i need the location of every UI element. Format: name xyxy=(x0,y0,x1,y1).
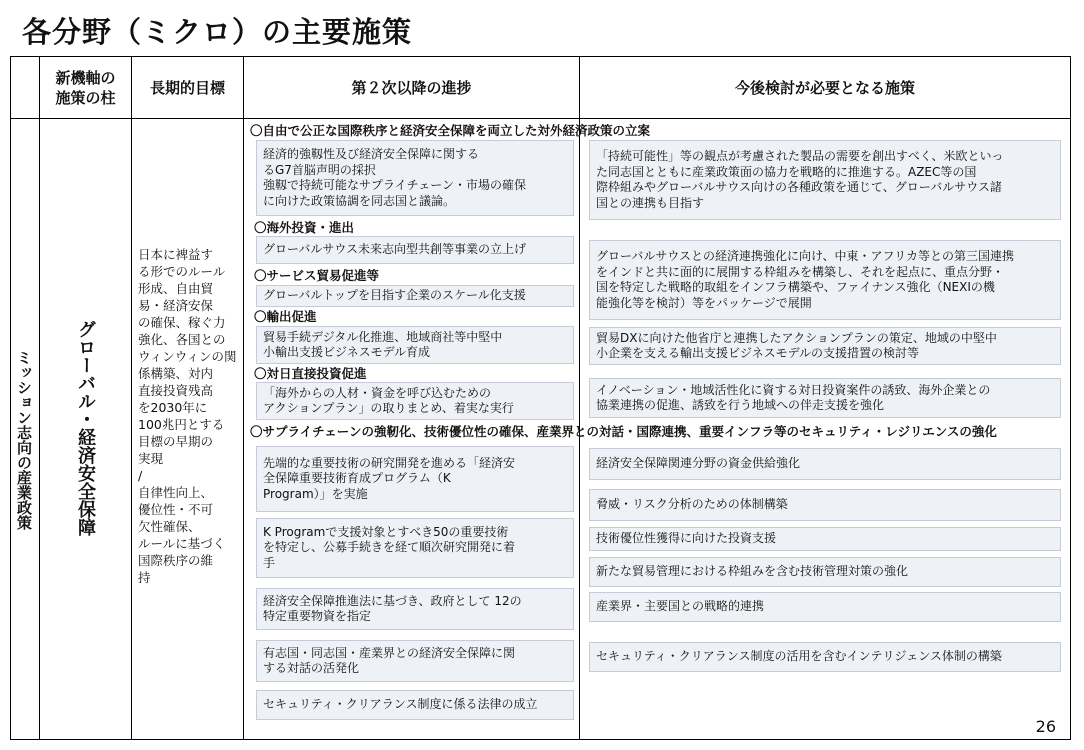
header-pillar: 新機軸の 施策の柱 xyxy=(55,68,116,107)
progress-box: 「海外からの人材・資金を呼び込むための アクションプラン」の取りまとめ、着実な実行 xyxy=(256,382,574,420)
sub-heading-inward-investment: 〇対日直接投資促進 xyxy=(254,366,367,381)
future-measure-box: 脅威・リスク分析のための体制構築 xyxy=(589,489,1061,521)
policy-category-label: ミッション志向の産業政策 xyxy=(15,350,33,530)
progress-box: グローバルサウス未来志向型共創等事業の立上げ xyxy=(256,236,574,264)
long-term-goal-text: 日本に裨益す る形でのルール 形成、自由貿 易・経済安保 の確保、稼ぐ力 強化、各国との ウィンウィンの関 係構築、対内 直接投資残高 を2030年に 100兆円とする 目標の早期の 実現 / 自律性向上、 優位性・不可 欠性確保、 ルールに基づく 国際秩序の維 持 xyxy=(138,247,237,585)
section-heading-external-economic: 〇自由で公正な国際秩序と経済安全保障を両立した対外経済政策の立案 xyxy=(250,123,651,138)
sub-heading-service-trade: 〇サービス貿易促進等 xyxy=(254,268,380,283)
col-divider xyxy=(243,56,244,740)
progress-box: K Programで支援対象とすべき50の重要技術 を特定し、公募手続きを経て順次研究開発に着 手 xyxy=(256,518,574,578)
page-number: 26 xyxy=(1035,717,1056,736)
sub-heading-export-promotion: 〇輸出促進 xyxy=(254,309,317,324)
future-measure-box: 貿易DXに向けた他省庁と連携したアクションプランの策定、地域の中堅中 小企業を支える輸出支援ビジネスモデルの支援措置の検討等 xyxy=(589,327,1061,365)
progress-box: グローバルトップを目指す企業のスケール化支援 xyxy=(256,285,574,307)
header-divider xyxy=(10,118,1071,119)
progress-box: 先端的な重要技術の研究開発を進める「経済安 全保障重要技術育成プログラム（K Program）」を実施 xyxy=(256,446,574,512)
future-measure-box: グローバルサウスとの経済連携強化に向け、中東・アフリカ等との第三国連携 をインドと共に面的に展開する枠組みを構築し、それを起点に、重点分野・ 国を特定した戦略的取組をインフラ構築や、ファイナンス強化（NEXIの機 能強化等を検討）等をパッケージで展開 xyxy=(589,240,1061,320)
future-measure-box: 新たな貿易管理における枠組みを含む技術管理対策の強化 xyxy=(589,557,1061,587)
future-measure-box: セキュリティ・クリアランス制度の活用を含むインテリジェンス体制の構築 xyxy=(589,642,1061,672)
future-measure-box: 「持続可能性」等の観点が考慮された製品の需要を創出すべく、米欧といっ た同志国とともに産業政策面の協力を戦略的に推進する。AZEC等の国 際枠組みやグローバルサウス向けの各種政策を通じて、グローバルサウス諸 国との連携も目指す xyxy=(589,140,1061,220)
header-long-term-goal: 長期的目標 xyxy=(149,78,225,97)
page-title: 各分野（ミクロ）の主要施策 xyxy=(22,15,413,49)
header-future-measures: 今後検討が必要となる施策 xyxy=(734,78,915,97)
future-measure-box: 経済安全保障関連分野の資金供給強化 xyxy=(589,448,1061,480)
progress-box: 経済的強靱性及び経済安全保障に関する るG7首脳声明の採択 強靱で持続可能なサプライチェーン・市場の確保 に向けた政策協調を同志国と議論。 xyxy=(256,140,574,216)
progress-box: セキュリティ・クリアランス制度に係る法律の成立 xyxy=(256,690,574,720)
section-heading-supply-chain: 〇サプライチェーンの強靭化、技術優位性の確保、産業界との対話・国際連携、重要インフラ等のセキュリティ・レジリエンスの強化 xyxy=(250,424,997,439)
future-measure-box: 技術優位性獲得に向けた投資支援 xyxy=(589,527,1061,551)
progress-box: 有志国・同志国・産業界との経済安全保障に関 する対話の活発化 xyxy=(256,640,574,682)
col-divider xyxy=(39,56,40,740)
sub-heading-overseas-investment: 〇海外投資・進出 xyxy=(254,220,355,235)
progress-box: 経済安全保障推進法に基づき、政府として 12の 特定重要物資を指定 xyxy=(256,588,574,630)
col-divider xyxy=(579,56,580,740)
progress-box: 貿易手続デジタル化推進、地域商社等中堅中 小輸出支援ビジネスモデル育成 xyxy=(256,326,574,364)
policy-pillar-label: グローバル・経済安全保障 xyxy=(75,320,96,536)
future-measure-box: 産業界・主要国との戦略的連携 xyxy=(589,592,1061,622)
header-progress: 第２次以降の進捗 xyxy=(351,78,472,97)
future-measure-box: イノベーション・地域活性化に資する対日投資案件の誘致、海外企業との 協業連携の促進、誘致を行う地域への伴走支援を強化 xyxy=(589,378,1061,418)
col-divider xyxy=(131,56,132,740)
